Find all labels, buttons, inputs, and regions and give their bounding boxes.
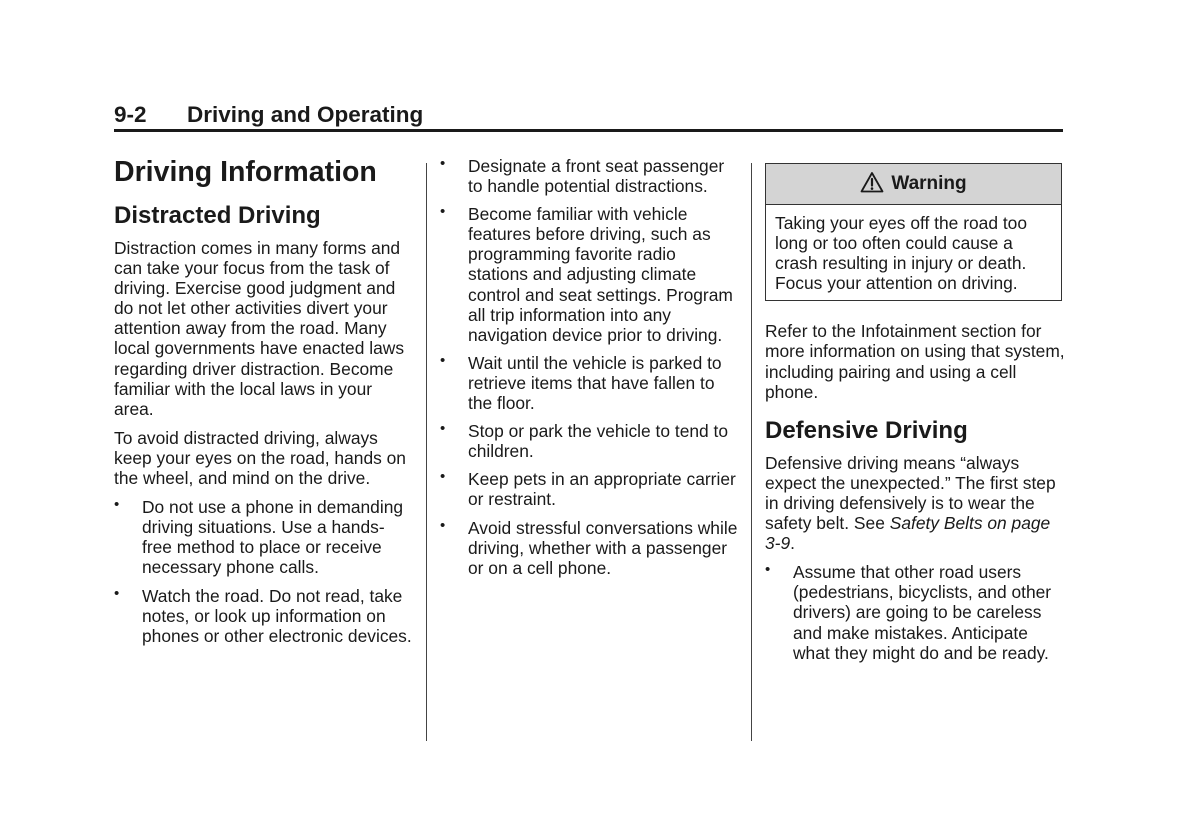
list-item xyxy=(440,353,740,413)
column-3 xyxy=(765,163,1065,671)
list-item xyxy=(765,562,1065,662)
list-item-text: Become familiar with vehicle features before driving, such as programming favorite radio stations and adjusting climate control and seat settings. Program all trip information into any navigation device prior to driving. xyxy=(468,204,733,345)
page-number: 9-2 xyxy=(114,102,147,127)
column-2 xyxy=(440,156,740,586)
bullet-icon: • xyxy=(765,561,771,579)
column-1 xyxy=(114,155,414,654)
warning-text: Taking your eyes off the road too long or too often could cause a crash resulting in injury or death. Focus your attention on driving. xyxy=(775,213,1028,294)
bullet-icon: • xyxy=(114,496,120,514)
bullet-icon: • xyxy=(440,420,446,438)
bullet-icon: • xyxy=(440,468,446,486)
warning-label: Warning xyxy=(891,172,967,194)
bullet-icon: • xyxy=(440,516,446,534)
list-item xyxy=(440,421,740,461)
list-item xyxy=(440,204,740,345)
warning-box xyxy=(765,163,1062,301)
cross-reference: Safety Belts on page 3-9 xyxy=(765,513,1051,554)
list-item-text: Keep pets in an appropriate carrier or restraint. xyxy=(468,469,736,510)
header-rule xyxy=(114,129,1063,132)
list-item xyxy=(440,518,740,578)
section-title: Driving and Operating xyxy=(187,102,424,127)
bullet-list xyxy=(440,156,740,578)
paragraph: Distraction comes in many forms and can take your focus from the task of driving. Exercise good judgment and do not let other activities divert your attention away from the road. Many local governments have enacted laws regarding driver distraction. Become familiar with the local laws in your area. xyxy=(114,238,405,419)
list-item-text: Wait until the vehicle is parked to retrieve items that have fallen to the floor. xyxy=(468,352,722,414)
list-item xyxy=(114,586,414,646)
list-item xyxy=(440,156,740,196)
list-item-text: Watch the road. Do not read, take notes, or look up information on phones or other electronic devices. xyxy=(142,585,412,646)
list-item-text: Designate a front seat passenger to handle potential distractions. xyxy=(468,156,725,197)
bullet-icon: • xyxy=(440,203,446,221)
list-item xyxy=(440,469,740,509)
column-divider-2 xyxy=(751,163,752,741)
page-header xyxy=(114,101,1063,131)
paragraph: To avoid distracted driving, always keep your eyes on the road, hands on the wheel, and mind on the drive. xyxy=(114,427,406,489)
list-item-text: Avoid stressful conversations while driving, whether with a passenger or on a cell phone. xyxy=(468,517,738,578)
paragraph xyxy=(765,453,1065,553)
bullet-icon: • xyxy=(440,351,446,369)
bullet-list xyxy=(114,497,414,646)
list-item-text: Stop or park the vehicle to tend to children. xyxy=(468,421,729,462)
paragraph-text: Defensive driving means “always expect the unexpected.” The first step in driving defensively is to wear the safety belt. See xyxy=(765,452,1056,534)
bullet-list xyxy=(765,562,1065,662)
column-divider-1 xyxy=(426,163,427,741)
paragraph: Refer to the Infotainment section for more information on using that system, including pairing and using a cell phone. xyxy=(765,321,1065,402)
section-heading-defensive: Defensive Driving xyxy=(765,416,968,444)
list-item-text: Assume that other road users (pedestrians, bicyclists, and other drivers) are going to be careless and make mistakes. Anticipate what they might do and be ready. xyxy=(793,562,1052,663)
bullet-icon: • xyxy=(440,155,446,172)
bullet-icon: • xyxy=(114,584,120,602)
page-heading: Driving Information xyxy=(114,156,377,188)
paragraph-end: . xyxy=(790,533,795,554)
list-item xyxy=(114,497,414,577)
list-item-text: Do not use a phone in demanding driving situations. Use a hands-free method to place or receive necessary phone calls. xyxy=(142,497,404,578)
section-heading-distracted: Distracted Driving xyxy=(114,202,321,229)
warning-header xyxy=(766,164,1061,205)
warning-triangle-icon xyxy=(860,171,884,197)
